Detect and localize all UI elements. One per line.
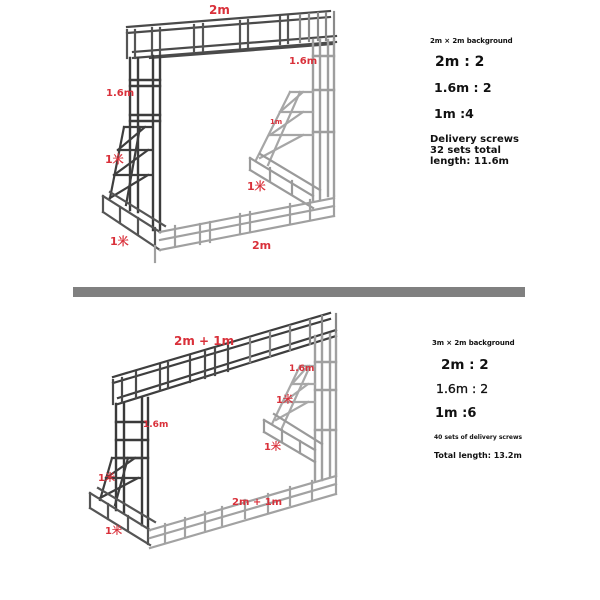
specs-block-2x2 xyxy=(430,37,519,167)
label-right-foot: 1米 xyxy=(247,180,266,193)
label-top-beam: 2m + 1m xyxy=(174,334,235,348)
label-left-column: 1.6m xyxy=(106,88,135,99)
spec-quantity-1-6m: 1.6m : 2 xyxy=(436,381,489,396)
label-bottom-beam: 2m xyxy=(252,239,272,252)
spec-note-line: length: 11.6m xyxy=(430,156,509,167)
spec-quantity-1m: 1m :4 xyxy=(434,106,474,121)
label-right-column: 1.6m xyxy=(289,56,318,67)
spec-notes xyxy=(430,134,519,167)
label-left-column: 1.6m xyxy=(143,420,169,430)
label-right-foot: 1米 xyxy=(264,442,281,453)
section-divider xyxy=(73,287,525,297)
label-top-beam: 2m xyxy=(209,3,230,17)
spec-title: 3m × 2m background xyxy=(432,339,515,347)
label-right-column: 1.6m xyxy=(289,364,315,374)
label-left-foot: 1米 xyxy=(110,235,129,248)
label-bottom-beam: 2m + 1m xyxy=(232,497,283,508)
spec-note-line: 32 sets total xyxy=(430,145,501,156)
label-left-foot: 1米 xyxy=(105,526,122,537)
specs-block-3x2 xyxy=(432,339,522,460)
spec-quantity-1-6m: 1.6m : 2 xyxy=(434,80,492,95)
spec-note-screws: 40 sets of delivery screws xyxy=(434,434,523,441)
label-left-brace: 1米 xyxy=(105,153,124,166)
truss-diagram-2x2 xyxy=(0,0,600,285)
spec-note-total-length: Total length: 13.2m xyxy=(434,451,522,460)
spec-quantity-1m: 1m :6 xyxy=(435,406,477,421)
spec-quantity-2m: 2m : 2 xyxy=(441,357,489,373)
label-right-brace: 1米 xyxy=(276,395,293,406)
spec-note-line: Delivery screws xyxy=(430,134,519,145)
label-left-brace: 1米 xyxy=(98,473,115,484)
spec-title: 2m × 2m background xyxy=(430,37,513,45)
label-right-brace: 1m xyxy=(270,118,283,126)
truss-diagram-3x2 xyxy=(0,300,600,600)
spec-quantity-2m: 2m : 2 xyxy=(435,54,485,70)
